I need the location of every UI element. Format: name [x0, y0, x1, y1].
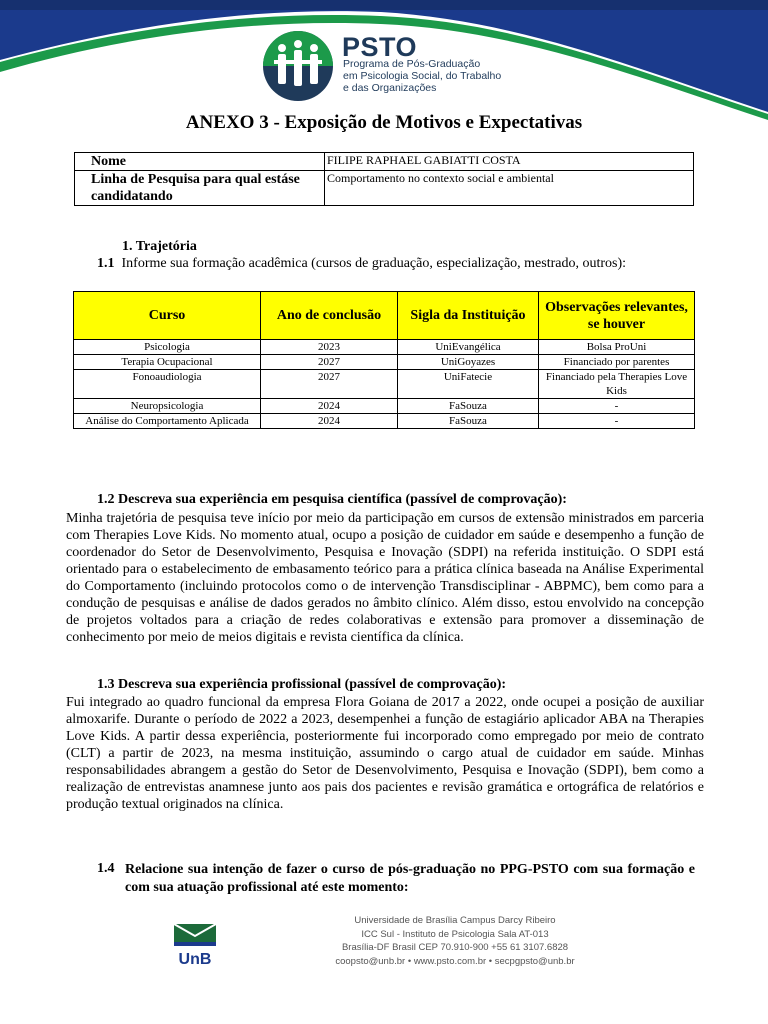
section-1-1 — [97, 256, 717, 272]
courses-table — [73, 291, 695, 429]
page-title: ANEXO 3 - Exposição de Motivos e Expectativas — [185, 112, 583, 133]
table-row — [74, 355, 695, 370]
institution-cell: FaSouza — [398, 399, 539, 414]
col-header-course: Curso — [74, 292, 261, 340]
table-row — [74, 370, 695, 399]
research-line-value: Comportamento no contexto social e ambiental — [325, 171, 694, 206]
section-1-1-number: 1.1 — [97, 256, 115, 271]
year-cell: 2027 — [261, 355, 398, 370]
program-name: Programa de Pós-Graduação em Psicologia Social, do Trabalho e das Organizações — [343, 58, 502, 94]
section-1-4-number: 1.4 — [97, 861, 115, 876]
institution-cell: UniGoyazes — [398, 355, 539, 370]
institution-cell: UniEvangélica — [398, 340, 539, 355]
table-row — [74, 399, 695, 414]
section-1-heading: 1. Trajetória — [122, 239, 197, 254]
year-cell: 2024 — [261, 414, 398, 429]
unb-logo-icon — [170, 922, 220, 968]
section-1-2-heading: 1.2 Descreva sua experiência em pesquisa científica (passível de comprovação): — [97, 492, 567, 507]
course-cell: Psicologia — [74, 340, 261, 355]
course-cell: Fonoaudiologia — [74, 370, 261, 399]
footer-line: ICC Sul - Instituto de Psicologia Sala AT-013 — [361, 928, 549, 940]
candidate-info-table — [74, 152, 694, 206]
psto-wordmark: PSTO — [342, 32, 418, 62]
unb-label: UnB — [178, 951, 212, 968]
footer-contacts: coopsto@unb.br • www.psto.com.br • secpgpsto@unb.br — [335, 955, 575, 967]
research-line-label: Linha de Pesquisa para qual estáse candidatando — [75, 171, 325, 206]
name-value: FILIPE RAPHAEL GABIATTI COSTA — [325, 153, 694, 171]
section-1-4-heading: Relacione sua intenção de fazer o curso de pós-graduação no PPG-PSTO com sua formação e com sua atuação profissional até este momento: — [125, 862, 695, 895]
notes-cell: Financiado por parentes — [539, 355, 695, 370]
col-header-notes: Observações relevantes, se houver — [539, 292, 695, 340]
section-1-3-body: Fui integrado ao quadro funcional da empresa Flora Goiana de 2017 a 2022, onde ocupei a posição de auxiliar almoxarife. Durante o período de 2022 a 2023, desempenhei a função de estagiário aplicador ABA na Therapies Love Kids. A partir dessa experiência, posteriormente fui incorporado como empregado por meio de contrato (CLT) a partir de 2023, na mesma instituição, assumindo o cargo atual de cuidador em saúde. Minhas responsabilidades abrangem a gestão do Setor de Desenvolvimento, Pesquisa e Inovação (SDPI), bem como a realização de entrevistas anamnese junto aos pais dos pacientes e revisão gramática e ortográfica de relatórios e produção textual originados na clínica. — [66, 695, 704, 812]
col-header-year: Ano de conclusão — [261, 292, 398, 340]
course-cell: Neuropsicologia — [74, 399, 261, 414]
institution-cell: FaSouza — [398, 414, 539, 429]
table-row — [74, 414, 695, 429]
year-cell: 2024 — [261, 399, 398, 414]
footer-address — [300, 914, 610, 968]
course-cell: Terapia Ocupacional — [74, 355, 261, 370]
institution-cell: UniFatecie — [398, 370, 539, 399]
year-cell: 2027 — [261, 370, 398, 399]
section-1-1-text: Informe sua formação acadêmica (cursos de graduação, especialização, mestrado, outros): — [121, 256, 627, 271]
col-header-institution: Sigla da Instituição — [398, 292, 539, 340]
notes-cell: Financiado pela Therapies Love Kids — [539, 370, 695, 399]
section-1-3-heading: 1.3 Descreva sua experiência profissional (passível de comprovação): — [97, 677, 507, 692]
psto-logo-icon — [262, 30, 334, 102]
footer-line: Universidade de Brasília Campus Darcy Ribeiro — [354, 915, 556, 926]
course-cell: Análise do Comportamento Aplicada — [74, 414, 261, 429]
notes-cell: - — [539, 399, 695, 414]
table-row — [74, 340, 695, 355]
year-cell: 2023 — [261, 340, 398, 355]
notes-cell: - — [539, 414, 695, 429]
footer-line: Brasília-DF Brasil CEP 70.910-900 +55 61 3107.6828 — [341, 942, 569, 953]
notes-cell: Bolsa ProUni — [539, 340, 695, 355]
name-label: Nome — [75, 153, 325, 171]
section-1-2-body: Minha trajetória de pesquisa teve início por meio da participação em cursos de extensão ministrados em parceria com Therapies Love Kids. No momento atual, ocupo a posição de cuidador em saúde e desempenho a função de coordenador do Setor de Desenvolvimento, Pesquisa e Inovação (SDPI) na referida instituição. O SDPI está orientado para o estabelecimento de embasamento teórico para a prática clínica baseada na Análise Experimental do Comportamento (incluindo protocolos como o de intervenção Transdisciplinar - ABPMC), bem como para a condução de pesquisas e análise de dados gerados no âmbito clínico. Além disso, estou envolvido na concepção de projetos voltados para a criação de redes colaborativas e extensão para promover a disseminação de conhecimento por meio de meios digitais e revista científica da clínica. — [66, 511, 704, 645]
